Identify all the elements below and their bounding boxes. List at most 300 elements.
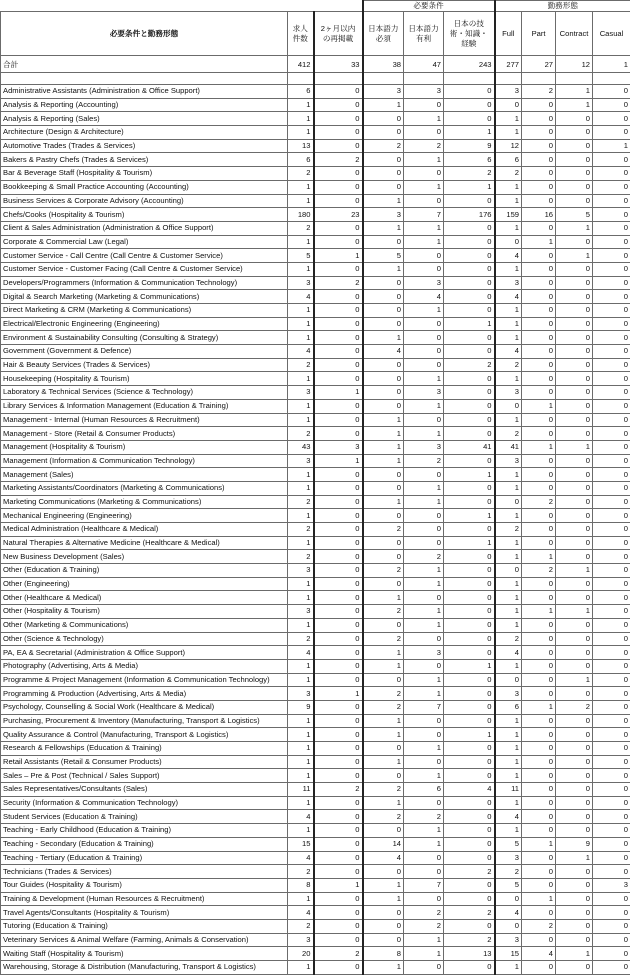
cell-jobs: 1 (288, 126, 314, 140)
cell-contract: 0 (556, 523, 593, 537)
cell-jp-preferred: 1 (404, 235, 444, 249)
cell-jobs: 1 (288, 468, 314, 482)
row-label: Automotive Trades (Trades & Services) (1, 139, 288, 153)
cell-casual: 3 (593, 878, 630, 892)
cell-jp-preferred: 1 (404, 221, 444, 235)
cell-part: 0 (522, 454, 556, 468)
cell-jobs: 3 (288, 933, 314, 947)
row-label: Travel Agents/Consultants (Hospitality & Tourism) (1, 906, 288, 920)
cell-jp-preferred: 0 (404, 126, 444, 140)
cell-jp-required: 2 (363, 139, 404, 153)
cell-jobs: 1 (288, 180, 314, 194)
cell-jobs: 1 (288, 481, 314, 495)
cell-contract: 0 (556, 481, 593, 495)
cell-jp-skills: 0 (444, 646, 495, 660)
table-row (1, 632, 630, 646)
cell-jp-preferred: 1 (404, 742, 444, 756)
cell-contract: 0 (556, 646, 593, 660)
cell-jobs: 1 (288, 769, 314, 783)
cell-contract: 0 (556, 783, 593, 797)
cell-jobs: 1 (288, 755, 314, 769)
cell-repost: 0 (314, 221, 363, 235)
cell-casual: 0 (593, 700, 630, 714)
row-label: Government (Government & Defence) (1, 345, 288, 359)
cell-jp-skills: 0 (444, 564, 495, 578)
row-label: Waiting Staff (Hospitality & Tourism) (1, 947, 288, 961)
cell-full: 12 (495, 139, 522, 153)
cell-jp-required: 1 (363, 454, 404, 468)
cell-repost: 0 (314, 632, 363, 646)
cell-repost: 0 (314, 358, 363, 372)
row-label: Management - Internal (Human Resources & Recruitment) (1, 413, 288, 427)
cell-jobs: 3 (288, 276, 314, 290)
cell-part: 0 (522, 249, 556, 263)
cell-full: 2 (495, 632, 522, 646)
cell-repost: 0 (314, 98, 363, 112)
cell-contract: 0 (556, 769, 593, 783)
cell-jp-skills: 0 (444, 194, 495, 208)
cell-part: 0 (522, 413, 556, 427)
cell-jp-required: 2 (363, 564, 404, 578)
cell-jp-preferred: 0 (404, 892, 444, 906)
cell-jp-skills: 1 (444, 317, 495, 331)
cell-jp-preferred: 1 (404, 153, 444, 167)
cell-jobs: 1 (288, 262, 314, 276)
cell-jobs: 1 (288, 714, 314, 728)
table-row (1, 646, 630, 660)
cell-full: 1 (495, 550, 522, 564)
row-label: Bookkeeping & Small Practice Accounting (Accounting) (1, 180, 288, 194)
cell-contract: 0 (556, 304, 593, 318)
column-header-jp-preferred (404, 12, 444, 56)
cell-casual: 0 (593, 495, 630, 509)
table-row (1, 399, 630, 413)
cell-jp-preferred: 0 (404, 523, 444, 537)
cell-contract: 0 (556, 413, 593, 427)
cell-jobs: 2 (288, 919, 314, 933)
cell-jobs: 2 (288, 632, 314, 646)
row-label: Other (Science & Technology) (1, 632, 288, 646)
table-row (1, 605, 630, 619)
row-label: Bakers & Pastry Chefs (Trades & Services) (1, 153, 288, 167)
cell-jp-skills: 0 (444, 919, 495, 933)
table-row (1, 837, 630, 851)
cell-casual: 0 (593, 824, 630, 838)
cell-part: 0 (522, 304, 556, 318)
cell-jobs: 1 (288, 728, 314, 742)
cell-contract: 0 (556, 345, 593, 359)
cell-contract: 0 (556, 399, 593, 413)
table-row (1, 85, 630, 99)
cell-full: 1 (495, 372, 522, 386)
column-header-jobs (288, 12, 314, 56)
cell-full: 4 (495, 345, 522, 359)
cell-jp-skills: 41 (444, 440, 495, 454)
row-label: Administrative Assistants (Administration & Office Support) (1, 85, 288, 99)
cell-jp-preferred: 1 (404, 304, 444, 318)
cell-casual: 0 (593, 714, 630, 728)
cell-repost: 0 (314, 139, 363, 153)
row-label: Architecture (Design & Architecture) (1, 126, 288, 140)
cell-jobs: 9 (288, 700, 314, 714)
cell-casual: 0 (593, 728, 630, 742)
table-row (1, 865, 630, 879)
row-label: Psychology, Counselling & Social Work (Healthcare & Medical) (1, 700, 288, 714)
cell-jp-preferred: 1 (404, 605, 444, 619)
cell-contract: 0 (556, 961, 593, 975)
cell-part: 0 (522, 755, 556, 769)
cell-jobs: 2 (288, 358, 314, 372)
cell-jp-skills: 2 (444, 906, 495, 920)
cell-contract: 0 (556, 824, 593, 838)
cell-jobs: 2 (288, 167, 314, 181)
cell-contract: 0 (556, 906, 593, 920)
cell-jp-required: 1 (363, 961, 404, 975)
cell-contract: 1 (556, 605, 593, 619)
column-header-repost (314, 12, 363, 56)
cell-jobs: 2 (288, 495, 314, 509)
total-jp-preferred: 47 (404, 56, 444, 73)
table-row (1, 947, 630, 961)
cell-full: 1 (495, 194, 522, 208)
cell-full: 1 (495, 509, 522, 523)
cell-full: 1 (495, 468, 522, 482)
cell-part: 0 (522, 317, 556, 331)
column-header-jp-skills-text: 日本の技術・知識・経験 (447, 19, 491, 49)
cell-repost: 0 (314, 646, 363, 660)
table-row (1, 167, 630, 181)
table-row (1, 755, 630, 769)
cell-jp-skills: 2 (444, 865, 495, 879)
cell-jobs: 3 (288, 454, 314, 468)
cell-casual: 0 (593, 221, 630, 235)
cell-casual: 0 (593, 126, 630, 140)
cell-jp-preferred: 3 (404, 386, 444, 400)
column-header-jp-preferred-text: 日本語力有利 (408, 24, 440, 44)
cell-jp-skills: 0 (444, 523, 495, 537)
cell-jp-preferred: 1 (404, 427, 444, 441)
cell-jp-skills: 0 (444, 304, 495, 318)
cell-jobs: 2 (288, 523, 314, 537)
cell-part: 0 (522, 810, 556, 824)
cell-part: 0 (522, 276, 556, 290)
cell-jp-skills: 0 (444, 481, 495, 495)
total-full: 277 (495, 56, 522, 73)
cell-contract: 0 (556, 536, 593, 550)
cell-repost: 0 (314, 577, 363, 591)
cell-full: 2 (495, 358, 522, 372)
cell-contract: 0 (556, 632, 593, 646)
cell-jp-required: 1 (363, 413, 404, 427)
cell-part: 0 (522, 372, 556, 386)
cell-jobs: 4 (288, 345, 314, 359)
cell-jp-required: 3 (363, 85, 404, 99)
cell-jp-required: 0 (363, 304, 404, 318)
row-label: Programming & Production (Advertising, Arts & Media) (1, 687, 288, 701)
cell-full: 5 (495, 837, 522, 851)
cell-repost: 0 (314, 810, 363, 824)
cell-contract: 1 (556, 85, 593, 99)
cell-contract: 0 (556, 468, 593, 482)
cell-part: 0 (522, 345, 556, 359)
spacer-cell (314, 73, 363, 85)
cell-jp-preferred: 2 (404, 139, 444, 153)
row-label: Developers/Programmers (Information & Communication Technology) (1, 276, 288, 290)
cell-part: 4 (522, 947, 556, 961)
cell-jp-required: 1 (363, 796, 404, 810)
cell-jp-required: 0 (363, 824, 404, 838)
column-header-full: Full (495, 12, 522, 56)
cell-full: 1 (495, 126, 522, 140)
cell-part: 1 (522, 550, 556, 564)
table-row (1, 550, 630, 564)
cell-jp-preferred: 0 (404, 331, 444, 345)
cell-jp-preferred: 0 (404, 851, 444, 865)
cell-repost: 2 (314, 153, 363, 167)
cell-jp-skills: 0 (444, 961, 495, 975)
cell-full: 1 (495, 714, 522, 728)
cell-jp-required: 0 (363, 673, 404, 687)
cell-full: 4 (495, 810, 522, 824)
table-row (1, 892, 630, 906)
cell-casual: 0 (593, 249, 630, 263)
table-row (1, 249, 630, 263)
cell-casual: 0 (593, 427, 630, 441)
cell-full: 1 (495, 961, 522, 975)
cell-casual: 0 (593, 564, 630, 578)
row-label: Security (Information & Communication Technology) (1, 796, 288, 810)
table-row (1, 769, 630, 783)
row-label: Management (Hospitality & Tourism) (1, 440, 288, 454)
row-label: Management - Store (Retail & Consumer Products) (1, 427, 288, 441)
table-row (1, 659, 630, 673)
cell-part: 0 (522, 112, 556, 126)
cell-jp-preferred: 7 (404, 878, 444, 892)
cell-part: 0 (522, 194, 556, 208)
cell-contract: 0 (556, 577, 593, 591)
cell-full: 3 (495, 85, 522, 99)
cell-casual: 0 (593, 577, 630, 591)
cell-jobs: 1 (288, 235, 314, 249)
cell-jp-skills: 1 (444, 659, 495, 673)
column-header-jp-required (363, 12, 404, 56)
cell-jp-skills: 0 (444, 769, 495, 783)
cell-part: 0 (522, 591, 556, 605)
cell-casual: 0 (593, 331, 630, 345)
cell-contract: 0 (556, 427, 593, 441)
cell-jp-required: 0 (363, 358, 404, 372)
cell-part: 0 (522, 509, 556, 523)
table-row (1, 345, 630, 359)
cell-full: 3 (495, 276, 522, 290)
cell-jp-skills: 0 (444, 221, 495, 235)
cell-casual: 0 (593, 906, 630, 920)
cell-contract: 0 (556, 714, 593, 728)
cell-repost: 1 (314, 249, 363, 263)
column-header-contract: Contract (556, 12, 593, 56)
cell-part: 16 (522, 208, 556, 222)
cell-jp-required: 0 (363, 919, 404, 933)
cell-part: 0 (522, 878, 556, 892)
row-label: Teaching - Early Childhood (Education & Training) (1, 824, 288, 838)
cell-part: 0 (522, 262, 556, 276)
cell-jp-skills: 1 (444, 180, 495, 194)
cell-jobs: 2 (288, 427, 314, 441)
cell-jp-required: 0 (363, 317, 404, 331)
group-header-blank (1, 1, 363, 12)
table-row (1, 331, 630, 345)
cell-part: 0 (522, 906, 556, 920)
cell-jp-required: 1 (363, 440, 404, 454)
cell-jobs: 1 (288, 536, 314, 550)
table-row (1, 878, 630, 892)
cell-jobs: 1 (288, 372, 314, 386)
cell-jobs: 1 (288, 659, 314, 673)
cell-jobs: 1 (288, 509, 314, 523)
cell-part: 1 (522, 837, 556, 851)
cell-repost: 0 (314, 961, 363, 975)
cell-jp-skills: 0 (444, 618, 495, 632)
cell-full: 3 (495, 851, 522, 865)
cell-contract: 0 (556, 618, 593, 632)
cell-full: 1 (495, 755, 522, 769)
cell-contract: 0 (556, 358, 593, 372)
spacer-row (1, 73, 630, 85)
cell-full: 1 (495, 577, 522, 591)
cell-jp-preferred: 2 (404, 906, 444, 920)
total-part: 27 (522, 56, 556, 73)
row-label: Customer Service - Call Centre (Call Centre & Customer Service) (1, 249, 288, 263)
cell-part: 0 (522, 468, 556, 482)
cell-jobs: 4 (288, 646, 314, 660)
table-row (1, 440, 630, 454)
row-label: Marketing Communications (Marketing & Communications) (1, 495, 288, 509)
cell-jp-required: 0 (363, 906, 404, 920)
cell-contract: 0 (556, 591, 593, 605)
cell-full: 1 (495, 605, 522, 619)
cell-casual: 0 (593, 605, 630, 619)
cell-jp-skills: 0 (444, 112, 495, 126)
cell-casual: 0 (593, 742, 630, 756)
cell-repost: 0 (314, 413, 363, 427)
cell-casual: 0 (593, 98, 630, 112)
cell-jp-required: 14 (363, 837, 404, 851)
cell-jp-preferred: 1 (404, 399, 444, 413)
cell-jp-required: 0 (363, 167, 404, 181)
row-label: Tutoring (Education & Training) (1, 919, 288, 933)
cell-contract: 0 (556, 139, 593, 153)
cell-jp-required: 1 (363, 331, 404, 345)
cell-jp-skills: 0 (444, 837, 495, 851)
cell-jp-skills: 0 (444, 824, 495, 838)
total-casual: 1 (593, 56, 630, 73)
table-row (1, 454, 630, 468)
cell-jp-preferred: 1 (404, 481, 444, 495)
cell-full: 1 (495, 769, 522, 783)
cell-jp-skills: 0 (444, 892, 495, 906)
cell-jobs: 1 (288, 304, 314, 318)
cell-jp-required: 1 (363, 878, 404, 892)
cell-repost: 0 (314, 550, 363, 564)
cell-jp-preferred: 0 (404, 358, 444, 372)
cell-repost: 0 (314, 824, 363, 838)
table-row (1, 153, 630, 167)
cell-jp-skills: 0 (444, 577, 495, 591)
cell-full: 1 (495, 824, 522, 838)
cell-jp-preferred: 0 (404, 413, 444, 427)
cell-contract: 0 (556, 919, 593, 933)
row-label: Other (Education & Training) (1, 564, 288, 578)
table-row (1, 673, 630, 687)
cell-casual: 0 (593, 755, 630, 769)
cell-jp-preferred: 7 (404, 700, 444, 714)
cell-jp-required: 1 (363, 755, 404, 769)
row-label: Hair & Beauty Services (Trades & Services) (1, 358, 288, 372)
cell-casual: 0 (593, 618, 630, 632)
row-label: Chefs/Cooks (Hospitality & Tourism) (1, 208, 288, 222)
row-label: Business Services & Corporate Advisory (Accounting) (1, 194, 288, 208)
cell-repost: 0 (314, 865, 363, 879)
cell-jp-skills: 0 (444, 276, 495, 290)
row-label: Retail Assistants (Retail & Consumer Products) (1, 755, 288, 769)
cell-full: 3 (495, 933, 522, 947)
cell-contract: 0 (556, 796, 593, 810)
cell-casual: 0 (593, 112, 630, 126)
cell-part: 0 (522, 933, 556, 947)
cell-contract: 0 (556, 153, 593, 167)
cell-casual: 0 (593, 304, 630, 318)
cell-repost: 0 (314, 714, 363, 728)
cell-jp-skills: 0 (444, 262, 495, 276)
cell-jp-preferred: 0 (404, 796, 444, 810)
cell-contract: 1 (556, 221, 593, 235)
cell-jp-preferred: 1 (404, 933, 444, 947)
table-row (1, 577, 630, 591)
cell-jp-preferred: 0 (404, 509, 444, 523)
cell-jp-skills: 0 (444, 98, 495, 112)
cell-contract: 0 (556, 933, 593, 947)
cell-jobs: 1 (288, 399, 314, 413)
cell-part: 0 (522, 523, 556, 537)
cell-jobs: 11 (288, 783, 314, 797)
cell-jp-preferred: 2 (404, 919, 444, 933)
row-label: Other (Healthcare & Medical) (1, 591, 288, 605)
cell-repost: 0 (314, 331, 363, 345)
cell-full: 0 (495, 495, 522, 509)
cell-casual: 0 (593, 687, 630, 701)
cell-repost: 0 (314, 481, 363, 495)
table-row (1, 276, 630, 290)
cell-part: 0 (522, 714, 556, 728)
table-row (1, 413, 630, 427)
cell-jp-required: 1 (363, 892, 404, 906)
cell-jp-required: 2 (363, 523, 404, 537)
row-label: Management (Sales) (1, 468, 288, 482)
cell-contract: 0 (556, 878, 593, 892)
table-row (1, 126, 630, 140)
table-row (1, 714, 630, 728)
table-row (1, 235, 630, 249)
cell-full: 2 (495, 167, 522, 181)
cell-casual: 0 (593, 591, 630, 605)
cell-repost: 0 (314, 180, 363, 194)
cell-part: 0 (522, 742, 556, 756)
cell-jp-skills: 0 (444, 673, 495, 687)
total-jp-skills: 243 (444, 56, 495, 73)
cell-casual: 0 (593, 509, 630, 523)
cell-casual: 0 (593, 632, 630, 646)
row-label: Direct Marketing & CRM (Marketing & Communications) (1, 304, 288, 318)
